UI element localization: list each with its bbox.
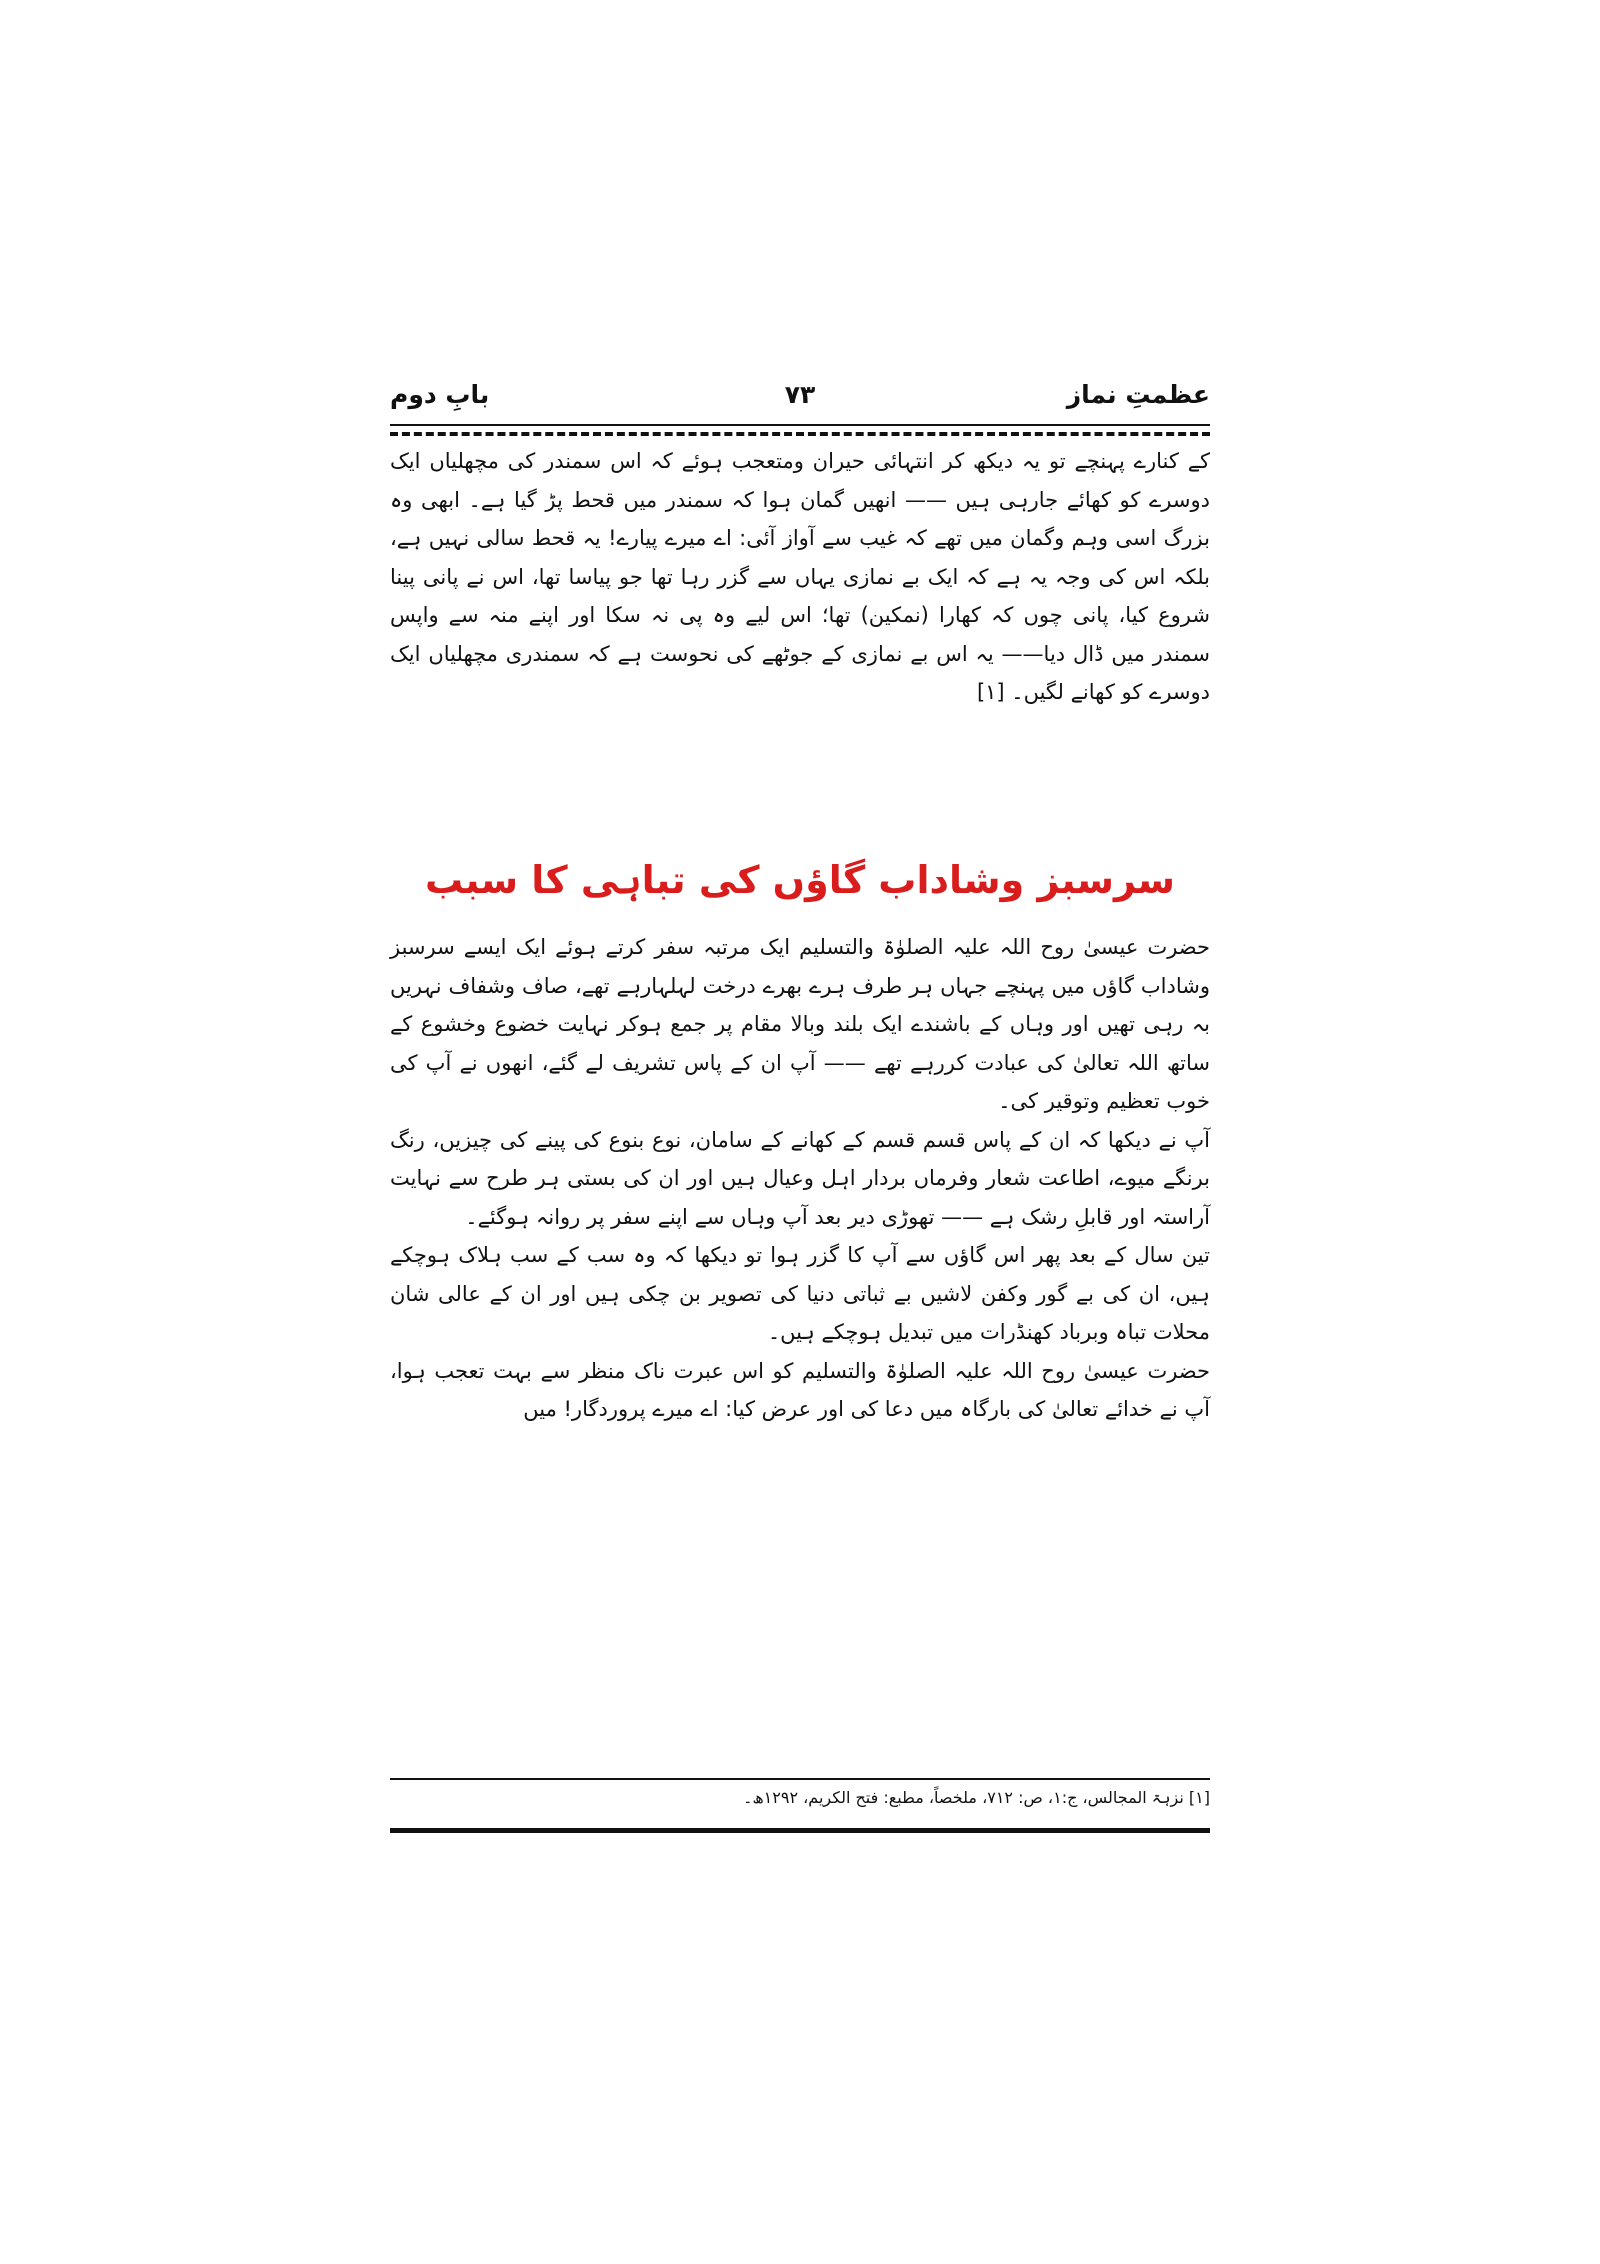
section2-text — [390, 928, 1210, 1429]
book-page — [390, 380, 1210, 1870]
header-dashed-rule — [390, 432, 1210, 436]
paragraph-3: تین سال کے بعد پھر اس گاؤں سے آپ کا گزر ہوا تو دیکھا کہ وہ سب کے سب ہلاک ہوچکے ہیں، ان کی بے گور وکفن لاشیں بے ثباتی دنیا کی تصویر بن چکی ہیں اور ان کے عالی شان محلات تباہ وبرباد کھنڈرات میں تبدیل ہوچکے ہیں۔ — [390, 1243, 1210, 1344]
footer-rule — [390, 1828, 1210, 1833]
section1-text — [390, 442, 1210, 712]
paragraph-1: حضرت عیسیٰ روح اللہ علیہ الصلوٰۃ والتسلیم ایک مرتبہ سفر کرتے ہوئے ایک ایسے سرسبز وشاداب گاؤں میں پہنچے جہاں ہر طرف ہرے بھرے درخت لہلہارہے تھے، صاف وشفاف نہریں بہ رہی تھیں اور وہاں کے باشندے ایک بلند وبالا مقام پر جمع ہوکر نہایت خضوع وخشوع کے ساتھ اللہ تعالیٰ کی عبادت کررہے تھے —— آپ ان کے پاس تشریف لے گئے، انھوں نے آپ کی خوب تعظیم وتوقیر کی۔ — [390, 935, 1210, 1113]
section-heading: سرسبز وشاداب گاؤں کی تباہی کا سبب — [424, 858, 1176, 902]
chapter-label: بابِ دوم — [390, 380, 490, 409]
paragraph-4: حضرت عیسیٰ روح اللہ علیہ الصلوٰۃ والتسلیم کو اس عبرت ناک منظر سے بہت تعجب ہوا، آپ نے خدائے تعالیٰ کی بارگاہ میں دعا کی اور عرض کیا: اے میرے پروردگار! میں — [390, 1358, 1210, 1421]
footnote: [۱] نزہۃ المجالس، ج:۱، ص: ۷۱۲، ملخصاً، مطبع: فتح الکریم، ۱۲۹۲ھ۔ — [743, 1788, 1210, 1807]
footnote-rule — [390, 1778, 1210, 1780]
page-number: ۷۳ — [784, 380, 816, 409]
page-header — [390, 380, 1210, 424]
header-rule — [390, 424, 1210, 426]
book-title: عظمتِ نماز — [1066, 380, 1210, 409]
section1-paragraph: کے کنارے پہنچے تو یہ دیکھ کر انتہائی حیران ومتعجب ہوئے کہ اس سمندر کی مچھلیاں ایک دوسرے کو کھائے جارہی ہیں —— انھیں گمان ہوا کہ سمندر میں قحط پڑ گیا ہے۔ ابھی وہ بزرگ اسی وہم وگمان میں تھے کہ غیب سے آواز آئی: اے میرے پیارے! یہ قحط سالی نہیں ہے، بلکہ اس کی وجہ یہ ہے کہ ایک بے نمازی یہاں سے گزر رہا تھا جو پیاسا تھا، اس نے پانی پینا شروع کیا، پانی چوں کہ کھارا (نمکین) تھا؛ اس لیے وہ پی نہ سکا اور اپنے منہ سے واپس سمندر میں ڈال دیا—— یہ اس بے نمازی کے جوٹھے کی نحوست ہے کہ سمندری مچھلیاں ایک دوسرے کو کھانے لگیں۔ [۱] — [390, 449, 1210, 704]
paragraph-2: آپ نے دیکھا کہ ان کے پاس قسم قسم کے کھانے کے سامان، نوع بنوع کی پینے کی چیزیں، رنگ برنگے میوے، اطاعت شعار وفرماں بردار اہل وعیال ہیں اور ان کی بستی ہر طرح سے نہایت آراستہ اور قابلِ رشک ہے —— تھوڑی دیر بعد آپ وہاں سے اپنے سفر پر روانہ ہوگئے۔ — [390, 1127, 1210, 1229]
